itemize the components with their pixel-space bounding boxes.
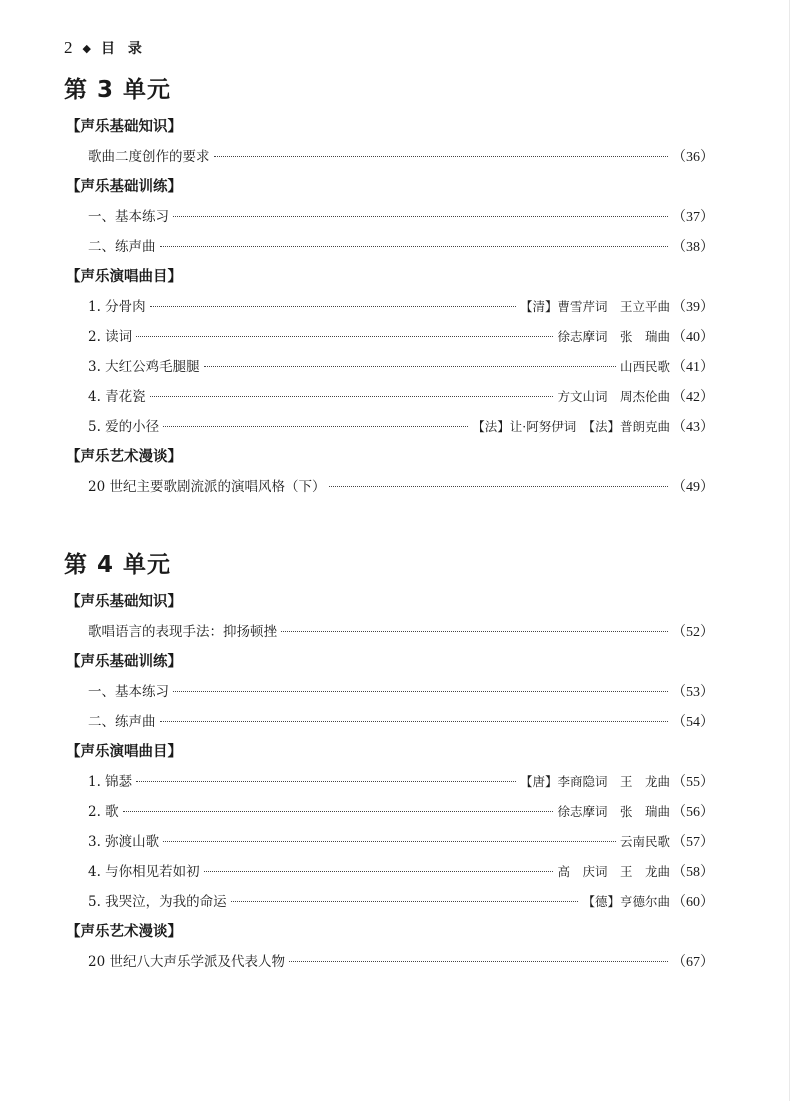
toc-entry[interactable] [64, 887, 714, 917]
dot-leader [204, 871, 554, 872]
entry-credit: 徐志摩词 张 瑞曲 [557, 804, 670, 819]
entry-title: 二、练声曲 [88, 714, 156, 730]
entry-title: 一、基本练习 [88, 209, 169, 225]
entry-title: 3. 弥渡山歌 [88, 834, 160, 850]
toc-entry[interactable] [64, 322, 714, 352]
section-label: 【声乐基础训练】 [66, 654, 182, 670]
dot-leader [136, 781, 516, 782]
toc-entry[interactable] [64, 232, 714, 262]
entry-page: （40） [672, 330, 714, 345]
entry-page: （41） [672, 360, 714, 375]
entry-page: （54） [672, 715, 714, 730]
entry-page: （37） [672, 210, 714, 225]
entry-page: （53） [672, 685, 714, 700]
unit-title: 第 4 单元 [64, 552, 172, 578]
entry-credit: 高 庆词 王 龙曲 [557, 864, 670, 879]
entry-title: 4. 青花瓷 [88, 389, 146, 405]
section-label: 【声乐基础知识】 [66, 594, 182, 610]
entry-credit: 【清】曹雪芹词 王立平曲 [519, 299, 670, 314]
entry-title: 20 世纪八大声乐学派及代表人物 [88, 954, 285, 970]
section-label: 【声乐艺术漫谈】 [66, 924, 182, 940]
dot-leader [173, 691, 668, 692]
entry-credit: 云南民歌 [619, 834, 670, 849]
entry-page: （60） [672, 895, 714, 910]
entry-page: （67） [672, 955, 714, 970]
entry-credit: 【唐】李商隐词 王 龙曲 [519, 774, 670, 789]
dot-leader [214, 156, 669, 157]
toc-entry[interactable] [64, 947, 714, 977]
toc-entry[interactable] [64, 797, 714, 827]
running-header [64, 38, 146, 58]
entry-credit: 【法】让·阿努伊词 【法】普朗克曲 [472, 419, 670, 434]
toc-entry[interactable] [64, 202, 714, 232]
section-label: 【声乐艺术漫谈】 [66, 449, 182, 465]
toc-entry[interactable] [64, 827, 714, 857]
entry-page: （43） [672, 420, 714, 435]
toc-entry[interactable] [64, 857, 714, 887]
entry-title: 2. 歌 [88, 804, 119, 820]
entry-page: （52） [672, 625, 714, 640]
entry-title: 5. 我哭泣，为我的命运 [88, 894, 227, 910]
dot-leader [136, 336, 553, 337]
toc-entry[interactable] [64, 677, 714, 707]
entry-title: 歌曲二度创作的要求 [88, 149, 210, 165]
unit-4 [64, 545, 714, 977]
entry-title: 1. 锦瑟 [88, 774, 133, 790]
entry-page: （58） [672, 865, 714, 880]
dot-leader [160, 721, 669, 722]
entry-title: 20 世纪主要歌剧流派的演唱风格（下） [88, 479, 326, 495]
entry-title: 4. 与你相见若如初 [88, 864, 200, 880]
entry-credit: 【德】亨德尔曲 [582, 894, 670, 909]
section-label: 【声乐演唱曲目】 [66, 744, 182, 760]
entry-page: （38） [672, 240, 714, 255]
unit-title: 第 3 单元 [64, 77, 172, 103]
page-number: 2 [64, 38, 73, 57]
entry-page: （36） [672, 150, 714, 165]
dot-leader [150, 396, 554, 397]
entry-title: 一、基本练习 [88, 684, 169, 700]
entry-page: （42） [672, 390, 714, 405]
entry-title: 5. 爱的小径 [88, 419, 160, 435]
dot-leader [163, 841, 616, 842]
section-label: 【声乐基础训练】 [66, 179, 182, 195]
diamond-icon: ◆ [82, 41, 91, 55]
dot-leader [150, 306, 516, 307]
entry-page: （49） [672, 480, 714, 495]
toc-entry[interactable] [64, 142, 714, 172]
entry-credit: 山西民歌 [619, 359, 670, 374]
section-label: 【声乐演唱曲目】 [66, 269, 182, 285]
toc-entry[interactable] [64, 292, 714, 322]
entry-title: 歌唱语言的表现手法：抑扬顿挫 [88, 624, 277, 640]
dot-leader [204, 366, 616, 367]
dot-leader [281, 631, 668, 632]
toc-entry[interactable] [64, 472, 714, 502]
entry-credit: 徐志摩词 张 瑞曲 [557, 329, 670, 344]
dot-leader [289, 961, 668, 962]
entry-title: 1. 分骨肉 [88, 299, 146, 315]
toc-entry[interactable] [64, 707, 714, 737]
entry-page: （55） [672, 775, 714, 790]
section-label: 【声乐基础知识】 [66, 119, 182, 135]
dot-leader [329, 486, 668, 487]
toc-entry[interactable] [64, 382, 714, 412]
entry-page: （57） [672, 835, 714, 850]
dot-leader [231, 901, 579, 902]
dot-leader [123, 811, 554, 812]
dot-leader [163, 426, 468, 427]
toc-entry[interactable] [64, 617, 714, 647]
entry-title: 2. 读词 [88, 329, 133, 345]
unit-3 [64, 70, 714, 502]
entry-page: （39） [672, 300, 714, 315]
entry-title: 二、练声曲 [88, 239, 156, 255]
entry-page: （56） [672, 805, 714, 820]
dot-leader [160, 246, 669, 247]
toc-entry[interactable] [64, 767, 714, 797]
entry-title: 3. 大红公鸡毛腿腿 [88, 359, 200, 375]
dot-leader [173, 216, 668, 217]
toc-entry[interactable] [64, 352, 714, 382]
toc-entry[interactable] [64, 412, 714, 442]
entry-credit: 方文山词 周杰伦曲 [557, 389, 670, 404]
header-title: 目 录 [100, 41, 146, 57]
